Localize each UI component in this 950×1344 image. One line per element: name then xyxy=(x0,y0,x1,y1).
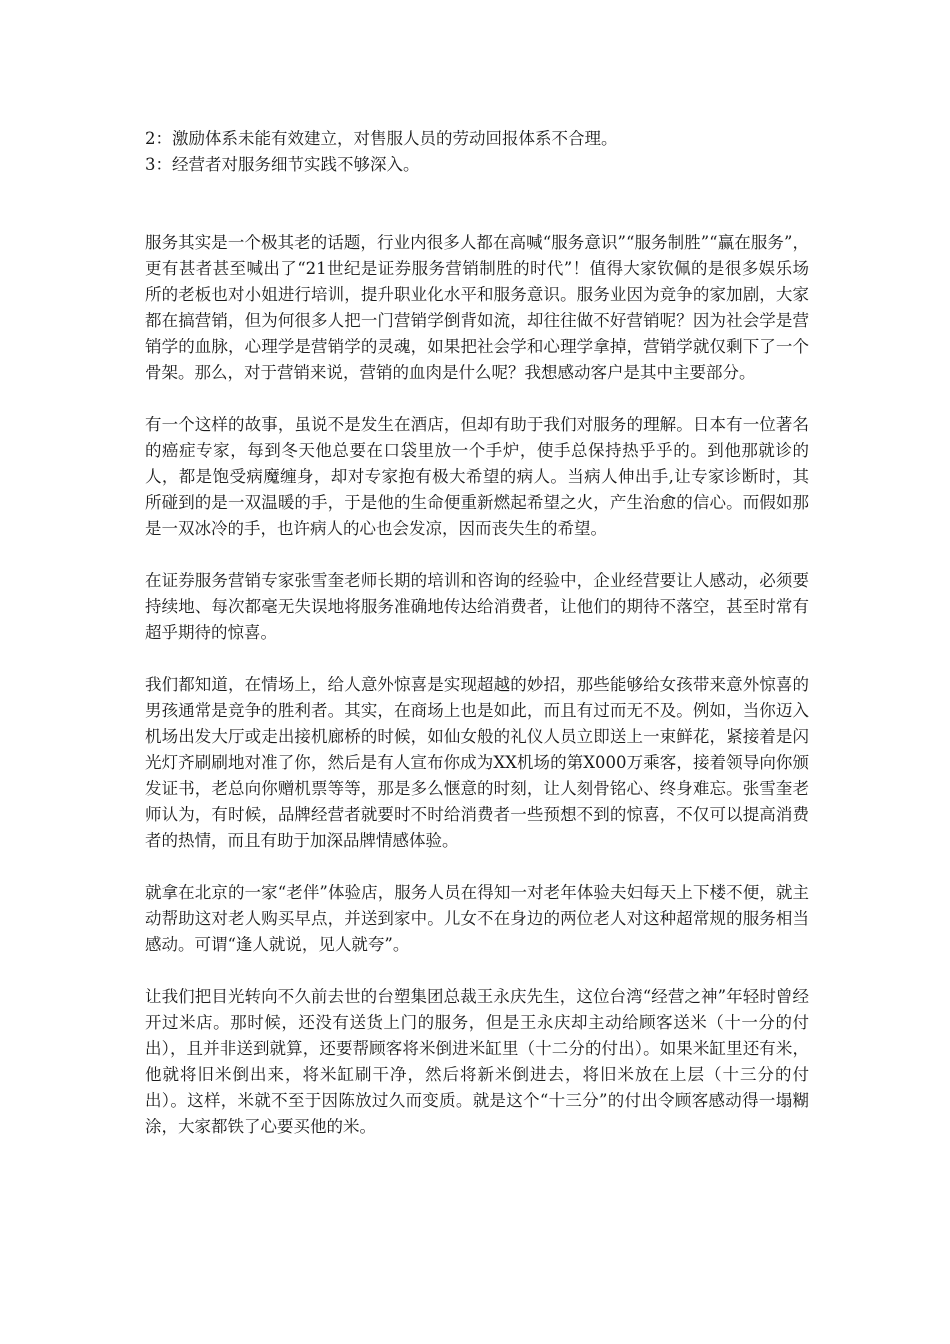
list-item: 2：激励体系未能有效建立，对售服人员的劳动回报体系不合理。 xyxy=(145,129,618,148)
list-item: 3：经营者对服务细节实践不够深入。 xyxy=(145,155,420,174)
paragraph-surprise: 我们都知道，在情场上，给人意外惊喜是实现超越的妙招，那些能够给女孩带来意外惊喜的男孩通常是竞争的胜利者。其实，在商场上也是如此，而且有过而无不及。例如，当你迈入机场出发大厅或走出接机廊桥的时候，如仙女般的礼仪人员立即送上一束鲜花，紧接着是闪光灯齐刷刷地对准了你，然后是有人宣布你成为XX机场的第X000万乘客，接着领导向你颁发证书，老总向你赠机票等等，那是多么惬意的时刻，让人刻骨铭心、终身难忘。张雪奎老师认为，有时候，品牌经营者就要时不时给消费者一些预想不到的惊喜，不仅可以提高消费者的热情，而且有助于加深品牌情感体验。 xyxy=(145,675,809,850)
paragraph-wang-yongqing: 让我们把目光转向不久前去世的台塑集团总裁王永庆先生，这位台湾“经营之神”年轻时曾经开过米店。那时候，还没有送货上门的服务，但是王永庆却主动给顾客送米（十一分的付出），且并非送到就算，还要帮顾客将米倒进米缸里（十二分的付出）。如果米缸里还有米，他就将旧米倒出来，将米缸刷干净，然后将新米倒进去，将旧米放在上层（十三分的付出）。这样，米就不至于因陈放过久而变质。就是这个“十三分”的付出令顾客感动得一塌糊涂，大家都铁了心要买他的米。 xyxy=(145,987,809,1136)
paragraph-service-topic: 服务其实是一个极其老的话题，行业内很多人都在高喊“服务意识”“服务制胜”“赢在服务”，更有甚者甚至喊出了“21世纪是证券服务营销制胜的时代”！值得大家钦佩的是很多娱乐场所的老板也对小姐进行培训，提升职业化水平和服务意识。服务业因为竞争的家加剧，大家都在搞营销，但为何很多人把一门营销学倒背如流，却往往做不好营销呢？因为社会学是营销学的血脉，心理学是营销学的灵魂，如果把社会学和心理学拿掉，营销学就仅剩下了一个骨架。那么，对于营销来说，营销的血肉是什么呢？我想感动客户是其中主要部分。 xyxy=(145,233,809,382)
paragraph-laoban-store: 就拿在北京的一家“老伴”体验店，服务人员在得知一对老年体验夫妇每天上下楼不便，就主动帮助这对老人购买早点，并送到家中。儿女不在身边的两位老人对这种超常规的服务相当感动。可谓“逢人就说，见人就夸”。 xyxy=(145,883,809,954)
paragraph-doctor-story: 有一个这样的故事，虽说不是发生在酒店，但却有助于我们对服务的理解。日本有一位著名的癌症专家，每到冬天他总要在口袋里放一个手炉，使手总保持热乎乎的。到他那就诊的人，都是饱受病魔缠身，却对专家抱有极大希望的病人。当病人伸出手,让专家诊断时，其所碰到的是一双温暖的手，于是他的生命便重新燃起希望之火，产生治愈的信心。而假如那是一双冰冷的手，也许病人的心也会发凉，因而丧失生的希望。 xyxy=(145,415,809,538)
problem-list xyxy=(145,126,809,178)
document-page xyxy=(145,126,809,1140)
paragraph-expert-view: 在证券服务营销专家张雪奎老师长期的培训和咨询的经验中，企业经营要让人感动，必须要持续地、每次都毫无失误地将服务准确地传达给消费者，让他们的期待不落空，甚至时常有超乎期待的惊喜。 xyxy=(145,571,809,642)
